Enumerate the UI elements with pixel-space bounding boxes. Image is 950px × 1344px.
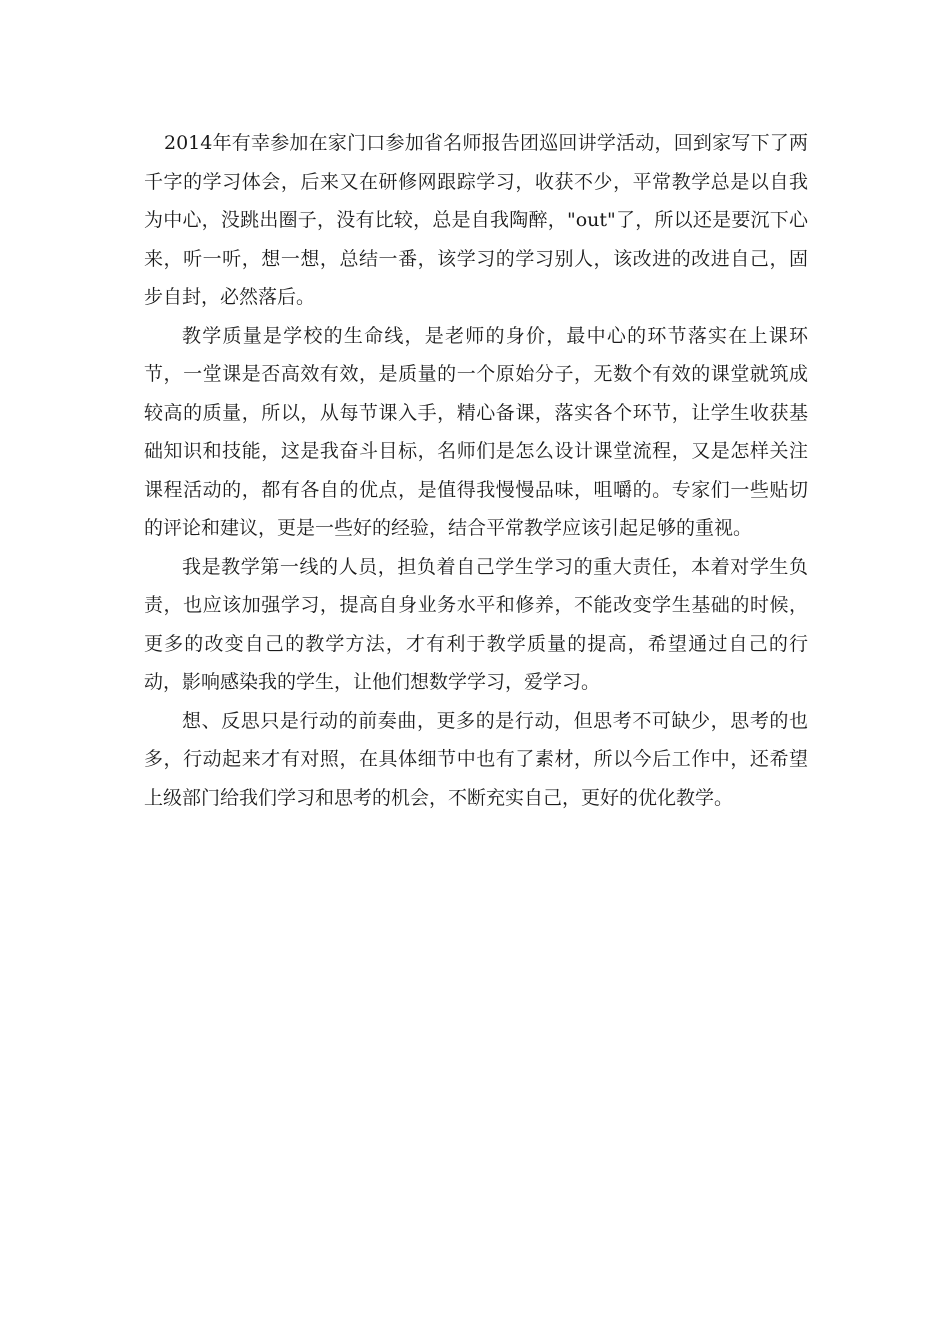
document-body xyxy=(144,124,808,817)
paragraph-2: 教学质量是学校的生命线，是老师的身价，最中心的环节落实在上课环节，一堂课是否高效有效，是质量的一个原始分子，无数个有效的课堂就筑成较高的质量，所以，从每节课入手，精心备课，落实各个环节，让学生收获基础知识和技能，这是我奋斗目标，名师们是怎么设计课堂流程，又是怎样关注课程活动的，都有各自的优点，是值得我慢慢品味，咀嚼的。专家们一些贴切的评论和建议，更是一些好的经验，结合平常教学应该引起足够的重视。 xyxy=(144,324,808,539)
paragraph-3: 我是教学第一线的人员，担负着自己学生学习的重大责任，本着对学生负责，也应该加强学习，提高自身业务水平和修养，不能改变学生基础的时候，更多的改变自己的教学方法，才有利于教学质量的提高，希望通过自己的行动，影响感染我的学生，让他们想数学学习，爱学习。 xyxy=(144,555,808,693)
paragraph-1: 2014年有幸参加在家门口参加省名师报告团巡回讲学活动，回到家写下了两千字的学习体会，后来又在研修网跟踪学习，收获不少，平常教学总是以自我为中心，没跳出圈子，没有比较，总是自我陶醉，"out"了，所以还是要沉下心来，听一听，想一想，总结一番，该学习的学习别人，该改进的改进自己，固步自封，必然落后。 xyxy=(144,132,808,308)
paragraph-4: 想、反思只是行动的前奏曲，更多的是行动，但思考不可缺少，思考的也多，行动起来才有对照，在具体细节中也有了素材，所以今后工作中，还希望上级部门给我们学习和思考的机会，不断充实自己，更好的优化教学。 xyxy=(144,709,808,809)
